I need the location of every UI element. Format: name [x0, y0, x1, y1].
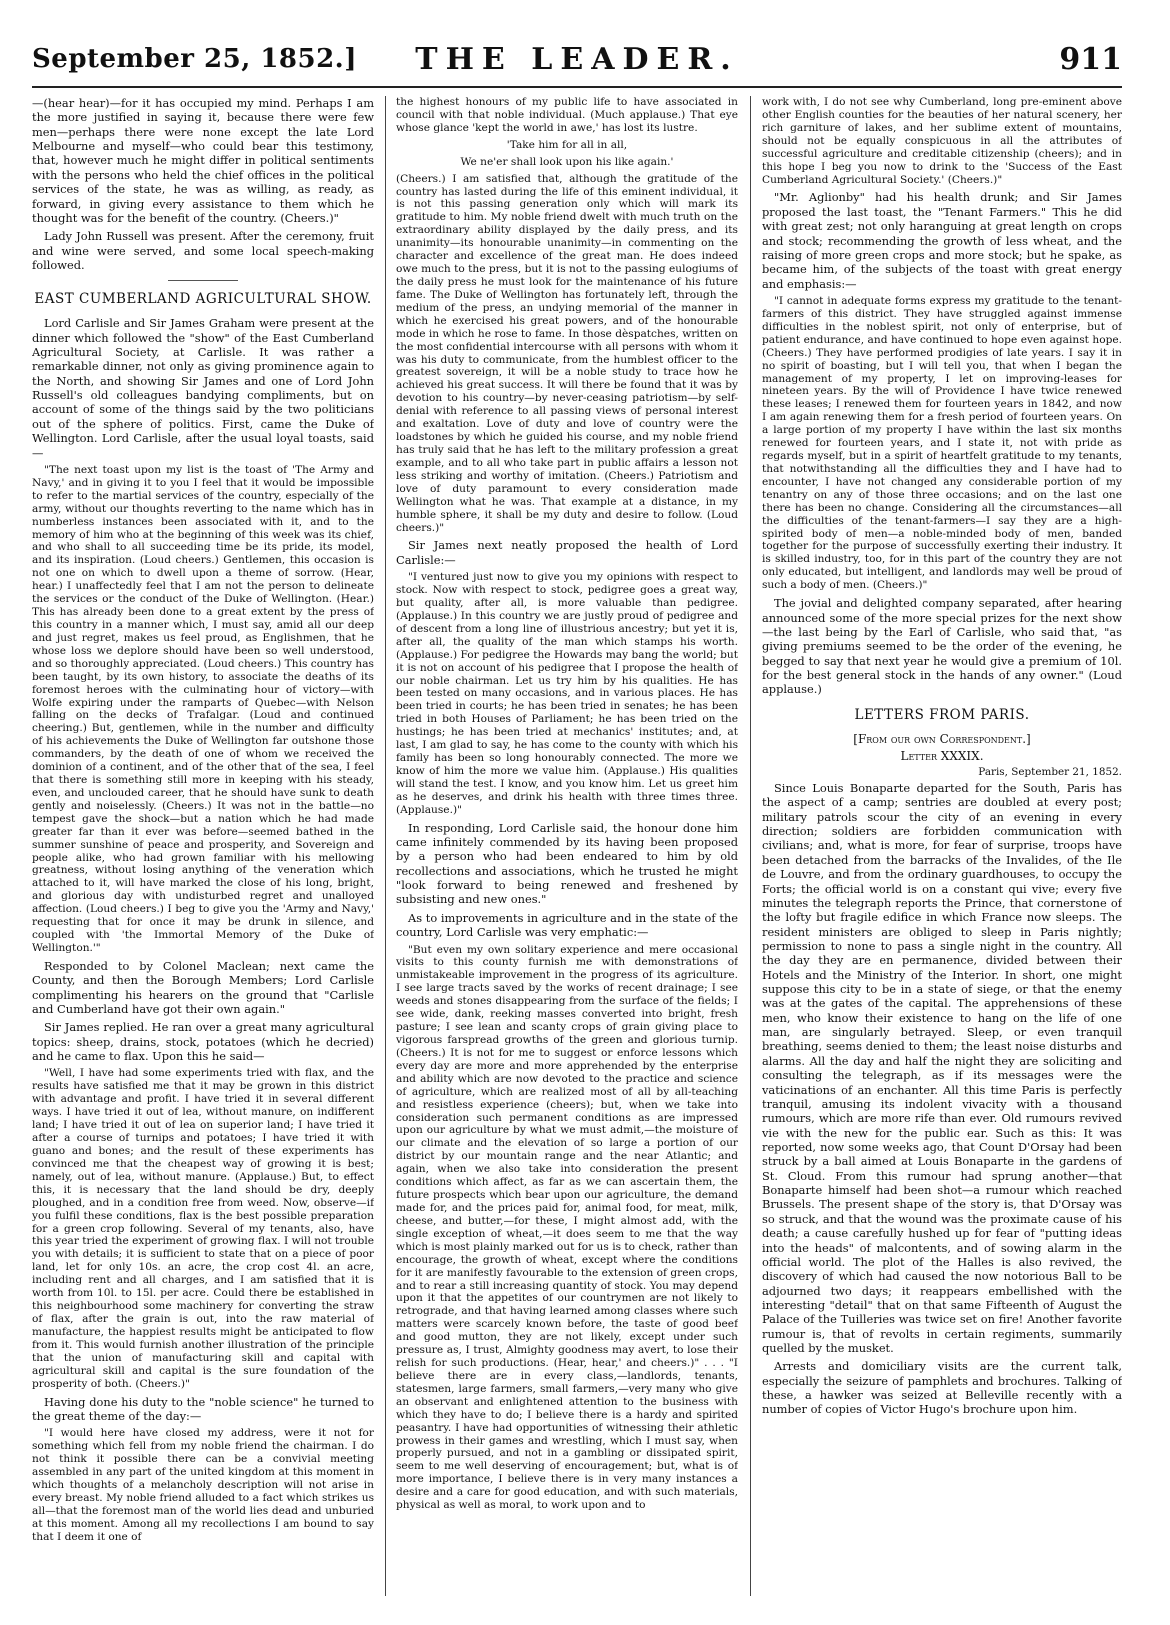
paragraph: Sir James replied. He ran over a great many agricultural topics: sheep, drains, stock, potatoes (which he decried) and he came to flax. Upon this he said—	[32, 1020, 374, 1064]
column-3	[762, 96, 1122, 1606]
paragraph: Arrests and domiciliary visits are the current talk, especially the seizure of pamphlets and brochures. Talking of these, a hawker was seized at Belleville recently with a number of copies of Victor Hugo's brochure upon him.	[762, 1359, 1122, 1417]
paragraph: —(hear hear)—for it has occupied my mind. Perhaps I am the more justified in saying it, because there were few men—perhaps there were none except the late Lord Melbourne and myself—who could bear this testimony, that, however much he might differ in political sentiments with the persons who held the chief offices in the political services of the state, he was as willing, as ready, as forward, in giving every assistance to them which he thought was for the benefit of the country. (Cheers.)"	[32, 96, 374, 225]
paragraph: Lady John Russell was present. After the ceremony, fruit and wine were served, and some local speech-making followed.	[32, 229, 374, 272]
article-heading: EAST CUMBERLAND AGRICULTURAL SHOW.	[34, 291, 372, 308]
column-divider	[750, 96, 751, 1596]
paragraph: Responded to by Colonel Maclean; next came the County, and then the Borough Members; Lord Carlisle complimenting his hearers on the ground that "Carlisle and Cumberland have got their own again."	[32, 958, 374, 1017]
masthead	[32, 40, 1122, 92]
quoted-paragraph: "Well, I have had some experiments tried with flax, and the results have satisfied me that it may be grown in this district with advantage and profit. I have tried it in several different ways. I have tried it out of lea, without manure, on indifferent land; I have tried it out of lea on superior land; I have tried it after a course of turnips and potatoes; I have tried it with guano and bones; and the result of these experiments has convinced me that the cheapest way of growing it is best; namely, out of lea, without manure. (Applause.) But, to effect this, it is necessary that the land should be dry, deeply ploughed, and in a condition free from weed. Now, observe—if you fulfil these conditions, flax is the best possible preparation for a green crop following. Several of my tenants, also, have this year tried the experiment of growing flax. I will not trouble you with details; it is sufficient to state that on a piece of poor land, let for only 10s. an acre, the crop cost 4l. an acre, including rent and all charges, and I am satisfied that it is worth from 10l. to 15l. per acre. Could there be established in this neighbourhood some machinery for converting the straw of flax, after the grain is out, into the raw material of manufacture, the happiest results might be anticipated to flow from it. This would furnish another illustration of the principle that the union of manufacturing skill and capital with agricultural skill and capital is the sure foundation of the prosperity of both. (Cheers.)"	[32, 1067, 374, 1390]
paragraph: As to improvements in agriculture and in the state of the country, Lord Carlisle was very emphatic:—	[396, 910, 738, 940]
newspaper-title: THE LEADER.	[415, 42, 739, 77]
dateline: Paris, September 21, 1852.	[978, 765, 1122, 778]
paragraph: Sir James next neatly proposed the health of Lord Carlisle:—	[396, 538, 738, 567]
paragraph: "Mr. Aglionby" had his health drunk; and Sir James proposed the last toast, the "Tenant Farmers." This he did with great zest; not only haranguing at great length on crops and stock; recommending the growth of less wheat, and the raising of more green crops and more stock; but he spake, as became him, of the subjects of the toast with great energy and emphasis:—	[762, 190, 1122, 291]
paragraph: Lord Carlisle and Sir James Graham were present at the dinner which followed the "show" of the East Cumberland Agricultural Society, at Carlisle. It was rather a remarkable dinner, not only as giving prominence again to the North, and showing Sir James and one of Lord John Russell's old colleagues bandying compliments, but on account of some of the things said by the two politicians out of the sphere of politics. First, came the Duke of Wellington. Lord Carlisle, after the usual loyal toasts, said—	[32, 316, 374, 460]
column-divider	[385, 96, 386, 1596]
quoted-paragraph: "I cannot in adequate forms express my gratitude to the tenant-farmers of this district. They have struggled against immense difficulties in the noblest spirit, not only of enterprise, but of patient endurance, and have continued to hope even against hope. (Cheers.) They have performed prodigies of late years. I say it in no spirit of boasting, but I will tell you, that when I began the management of my property, I let on improving-leases for nineteen years. By the will of Providence I have twice renewed these leases; I renewed them for fourteen years in 1842, and now I am again renewing them for a fresh period of fourteen years. On a large portion of my property I have within the last six months renewed for fourteen years, and I state it, not with pride as regards myself, but in a spirit of heartfelt gratitude to my tenants, that notwithstanding all the difficulties they and I have had to encounter, I have not changed any considerable portion of my tenantry on any of those three occasions; and on the last one there has been no change. Considering all the circumstances—all the difficulties of the tenant-farmers—I say they are a high-spirited body of men—a noble-minded body of men, banded together for the purpose of successfully exerting their industry. It is skilled industry, too, for in this part of the country they are not only educated, but intelligent, and landlords may well be proud of such a body of men. (Cheers.)"	[762, 294, 1122, 592]
verse-line: 'Take him for all in all,	[506, 138, 628, 151]
page-number: 911	[1059, 42, 1122, 77]
quoted-paragraph: (Cheers.) I am satisfied that, although the gratitude of the country has lasted during the life of this eminent individual, it is not this passing generation only which will mark its gratitude to him. My noble friend dwelt with much truth on the extraordinary ability displayed by the daily press, and its unanimity—its honourable unanimity—in commenting on the character and excellence of the great man. He does indeed owe much to the press, but it is not to the passing eulogiums of the daily press he must look for the maintenance of his future fame. The Duke of Wellington has fortunately left, through the medium of the press, an undying memorial of the manner in which he exercised his great powers, and of the honourable mode in which he rose to fame. In those dèspatches, written on the most confidential intercourse with all persons with whom it was his duty to communicate, from the humblest officer to the greatest sovereign, it will be a noble study to trace how he achieved his great success. It will there be found that it was by devotion to his country—by never-ceasing patriotism—by self-denial with reference to all passing views of personal interest and exaltation. Love of duty and love of country were the loadstones by which he guided his course, and my noble friend has truly said that he has left to the military profession a great example, and to all who take part in public affairs a lesson not less striking and worthy of imitation. (Cheers.) Patriotism and love of duty paramount to every consideration made Wellington what he was. That example at a distance, in my humble sphere, it shall be my duty and desire to follow. (Loud cheers.)"	[396, 172, 738, 534]
paragraph: In responding, Lord Carlisle said, the honour done him came infinitely commended by its having been proposed by a person who had been endeared to him by old recollections and associations, which he trusted he might "look forward to being renewed and freshened by subsisting and new ones."	[396, 820, 738, 907]
letter-number: Letter XXXIX.	[900, 748, 984, 763]
paragraph: Since Louis Bonaparte departed for the South, Paris has the aspect of a camp; sentries are doubled at every post; military patrols scour the city of an evening in every direction; soldiers are forbidden communication with civilians; and, what is more, for fear of surprise, troops have been detached from the barracks of the Invalides, of the Ile de Louvre, and from the ordinary guardhouses, to occupy the Forts; the official world is on a constant qui vive; every five minutes the telegraph reports the Prince, that cornerstone of the lofty but fragile edifice in which France now sleeps. The resident ministers are obliged to sleep in Paris nightly; permission to none to pass a single night in the country. All the day they are en permanence, divided between their Hotels and the Ministry of the Interior. In short, one might suppose this city to be in a state of siege, or that the enemy was at the gates of the capital. The apprehensions of these men, who know their existence to hang on the life of one man, are singularly betrayed. Sleep, or even tranquil breathing, seems denied to them; the least noise disturbs and alarms. All the day and half the night they are soliciting and consulting the telegraph, as if its messages were the vaticinations of an enchanter. All this time Paris is perfectly tranquil, amusing its indolent vivacity with a thousand rumours, which are more rife than ever. Old rumours revived vie with the new for the public ear. Such as this: It was reported, now some weeks ago, that Count D'Orsay had been struck by a ball aimed at Louis Bonaparte in the gardens of St. Cloud. From this rumour had sprung another—that Bonaparte himself had been shot—a rumour which reached Brussels. The present shape of the story is, that D'Orsay was so struck, and that the wound was the proximate cause of his death; a cause carefully hushed up for fear of "putting ideas into the heads" of malcontents, and of sowing alarm in the official world. The plot of the Halles is also revived, the discovery of which had caused the now notorious Ball to be adjourned two days; it reappears embellished with the interesting "detail" that on that same Fifteenth of August the Palace of the Tuilleries was twice set on fire! Another favorite rumour is, that of revolts in certain regiments, summarily quelled by the musket.	[762, 781, 1122, 1356]
column-1	[32, 96, 374, 1606]
quoted-paragraph: "But even my own solitary experience and mere occasional visits to this county furnish me with demonstrations of unmistakeable improvement in the progress of its agriculture. I see large tracts saved by the works of recent drainage; I see weeds and stones disappearing from the surface of the fields; I see wide, dank, reeking masses converted into bright, fresh pasture; I see lean and scanty crops of grain giving place to vigorous farspread growths of the green and glorious turnip. (Cheers.) It is not for me to suggest or enforce lessons which every day are more and more apprehended by the enterprise and ability which are now devoted to the practice and science of agriculture, which are realized most of all by all-teaching and resistless experience (cheers); but, when we take into consideration such permanent conditions as are impressed upon our agriculture by what we must admit,—the moisture of our climate and the elevation of so large a portion of our district by our mountain range and the near Atlantic; and again, when we also take into consideration the present conditions which affect, as far as we can ascertain them, the future prospects which bear upon our agriculture, the demand made for, and the prices paid for, animal food, for meat, milk, cheese, and butter,—for these, I might almost add, with the single exception of wheat,—it does seem to me that the way which is most plainly marked out for us is to check, rather than encourage, the growth of wheat, except where the conditions for it are manifestly favourable to the extension of green crops, and to rear a still increasing quantity of stock. You may depend upon it that the appetites of our countrymen are not likely to retrograde, and that having learned among classes where such matters were scarcely known before, the taste of good beef and good mutton, they are not likely, except under such pressure as, I trust, Almighty goodness may avert, to lose their relish for such productions. (Hear, hear,' and cheers.)" . . . "I believe there are in every class,—landlords, tenants, statesmen, large farmers, small farmers,—very many who give an observant and enlightened attention to the business with which they have to do; I believe there is a hardy and spirited peasantry. I have had opportunities of witnessing their athletic prowess in their games and wrestling, which I must say, when properly pursued, and not in a gambling or dissipated spirit, seem to me well deserving of encouragement; but, what is of more importance, I believe there is in very many instances a desire and a care for good education, and with such materials, physical as well as moral, to work upon and to	[396, 943, 738, 1512]
verse-line: We ne'er shall look upon his like again.'	[460, 155, 674, 168]
paragraph: The jovial and delighted company separated, after hearing announced some of the more special prizes for the next show—the last being by the Earl of Carlisle, who said that, "as giving premiums seemed to be the order of the evening, he begged to say that next year he would give a premium of 10l. for the best general stock in the hands of any owner." (Loud applause.)	[762, 596, 1122, 697]
correspondent-line: [From our own Correspondent.]	[853, 731, 1031, 746]
column-2	[396, 96, 738, 1606]
quoted-paragraph: work with, I do not see why Cumberland, long pre-eminent above other English counties for the beauties of her natural scenery, her rich garniture of lakes, and her sublime extent of mountains, should not be equally conspicuous in all the attributes of successful agriculture and creditable citizenship (cheers); and in this hope I beg you now to drink to the 'Success of the East Cumberland Agricultural Society.' (Cheers.)"	[762, 96, 1122, 186]
quoted-paragraph: "I would here have closed my address, were it not for something which fell from my noble friend the chairman. I do not think it possible there can be a convivial meeting assembled in any part of the united kingdom at this moment in which thoughts of a melancholy description will not arise in every breast. My noble friend alluded to a fact which strikes us all—that the foremost man of the world lies dead and unburied at this moment. Among all my recollections I am bound to say that I deem it one of	[32, 1427, 374, 1543]
quoted-paragraph: "The next toast upon my list is the toast of 'The Army and Navy,' and in giving it to you I feel that it would be impossible to refer to the martial services of the country, especially of the army, without our thoughts reverting to the name which has in numberless instances been associated with it, and to the memory of him who at the beginning of this week was its chief, and who shall to all succeeding time be its pride, its model, and its inspiration. (Loud cheers.) Gentlemen, this occasion is not one on which to dwell upon a theme of sorrow. (Hear, hear.) I unaffectedly feel that I am not the person to delineate the services or the conduct of the Duke of Wellington. (Hear.) This has already been done to a great extent by the press of this country in a manner which, I must say, amid all our deep and just regret, makes us feel proud, as Englishmen, that he whose loss we deplore should have been so well understood, and so thoroughly appreciated. (Loud cheers.) This country has been taught, by its own history, to associate the deaths of its foremost heroes with the culminating hour of victory—with Wolfe expiring under the ramparts of Quebec—with Nelson falling on the decks of Trafalgar. (Loud and continued cheering.) But, gentlemen, while in the number and difficulty of his achievements the Duke of Wellington far outshone those commanders, by the death of one of whom we received the dominion of a continent, and of the other that of the sea, I feel that there is something still more in keeping with his steady, even, and unclouded career, that he should have sunk to death gently and noiselessly. (Cheers.) It was not in the battle—no tempest gave the shock—but a nation which he had made greater far than it ever was before—seemed bathed in the summer sunshine of peace and prosperity, and Sovereign and people alike, who had grown familiar with his mellowing greatness, without losing anything of the veneration which attached to it, will have marked the close of his long, bright, and glorious day with undisturbed regret and unalloyed affection. (Loud cheers.) I beg to give you the 'Army and Navy,' requesting that for once it may be drunk in silence, and coupled with 'the Immortal Memory of the Duke of Wellington.'"	[32, 463, 374, 955]
quoted-paragraph: "I ventured just now to give you my opinions with respect to stock. Now with respect to stock, pedigree goes a great way, but quality, after all, is more valuable than pedigree. (Applause.) In this country we are justly proud of pedigree and of descent from a long line of illustrious ancestry; but yet it is, after all, the quality of the man which stamps his worth. (Applause.) For pedigree the Howards may bang the world; but it is not on account of his pedigree that I propose the health of our noble chairman. Let us try him by his qualities. He has been tested on many occasions, and in various places. He has been tried in courts; he has been tried in senates; he has been tried in both Houses of Parliament; he has been tried on the hustings; he has been tried at mechanics' institutes; and, at last, I am glad to say, he has come to the county with which his family has been so long honourably connected. The more we know of him the more we value him. (Applause.) His qualities will stand the test. I know, and you know him. Let us greet him as he deserves, and drink his health with three times three. (Applause.)"	[396, 571, 738, 816]
quoted-paragraph: the highest honours of my public life to have associated in council with that noble individual. (Much applause.) That eye whose glance 'kept the world in awe,' has lost its lustre.	[396, 96, 738, 134]
article-heading: LETTERS FROM PARIS.	[854, 706, 1030, 723]
section-separator	[168, 280, 238, 281]
issue-date: September 25, 1852.]	[32, 44, 358, 74]
paragraph: Having done his duty to the "noble science" he turned to the great theme of the day:—	[32, 1394, 374, 1423]
masthead-rule	[32, 86, 1122, 88]
